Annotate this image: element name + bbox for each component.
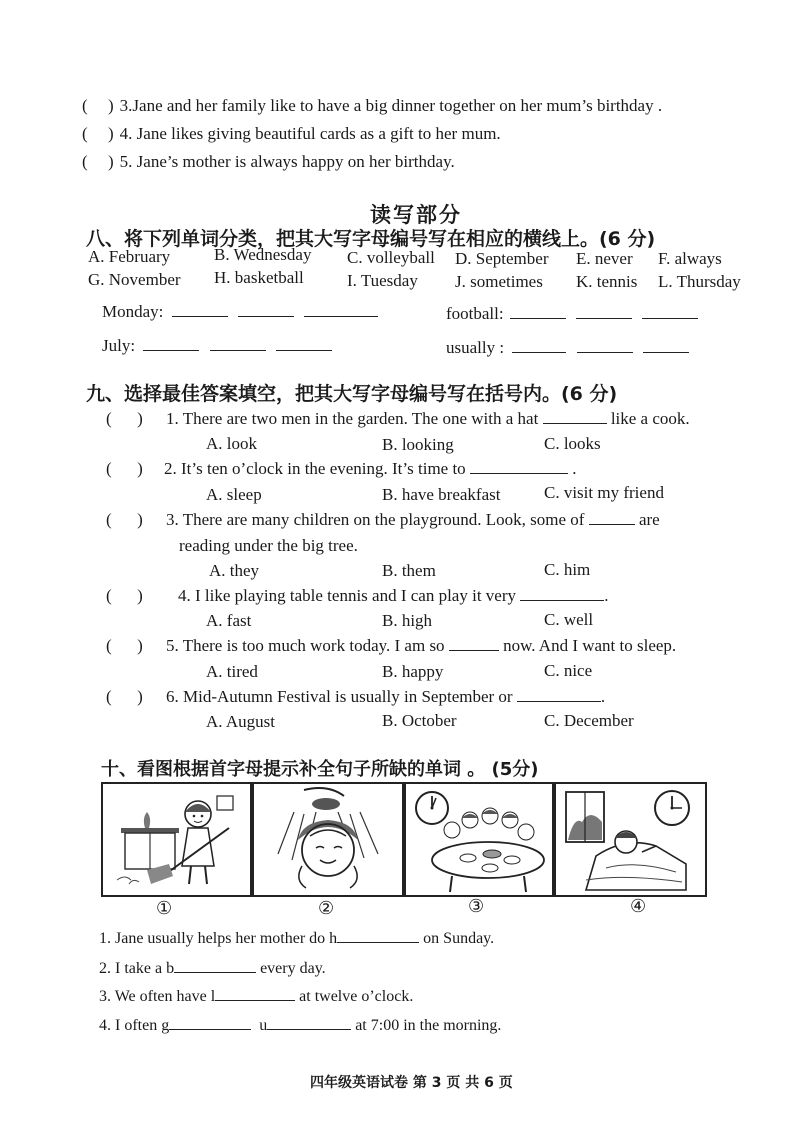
- monday-row: [102, 302, 378, 322]
- page-footer: 四年级英语试卷 第 3 页 共 6 页: [310, 1075, 513, 1091]
- q6-blank[interactable]: [517, 687, 601, 702]
- football-blank-1[interactable]: [510, 304, 566, 319]
- picture-shower: [252, 782, 404, 897]
- q2-blank[interactable]: [470, 459, 568, 474]
- usually-blank-2[interactable]: [577, 338, 633, 353]
- monday-label: Monday:: [102, 302, 164, 321]
- july-blank-3[interactable]: [276, 336, 332, 351]
- picture-number-3: ③: [468, 896, 485, 917]
- fill-blank-4b[interactable]: [267, 1015, 351, 1030]
- answer-paren[interactable]: ( ): [106, 636, 143, 655]
- tf-item-3: ( ) 3.Jane and her family like to have a big dinner together on her mum’s birthday .: [82, 96, 663, 115]
- july-blank-2[interactable]: [210, 336, 266, 351]
- word-j: J. sometimes: [455, 272, 543, 291]
- football-label: football:: [446, 304, 504, 323]
- picture-lunch: [404, 782, 554, 897]
- picture-housework: [101, 782, 252, 897]
- word-l: L. Thursday: [658, 272, 741, 291]
- mc-question-4: ( ) 4. I like playing table tennis and I can play it very .: [106, 586, 609, 605]
- picture-number-1: ①: [156, 898, 173, 919]
- word-f: F. always: [658, 249, 722, 268]
- usually-label: usually :: [446, 338, 505, 357]
- answer-paren[interactable]: ( ): [106, 687, 143, 706]
- word-k: K. tennis: [576, 272, 638, 291]
- july-label: July:: [102, 336, 136, 355]
- monday-blank-2[interactable]: [238, 302, 294, 317]
- football-blank-3[interactable]: [642, 304, 698, 319]
- fill-sentence-1: 1. Jane usually helps her mother do h on Sunday.: [99, 930, 495, 947]
- q6-option-c[interactable]: C. December: [544, 711, 634, 730]
- q2-option-b[interactable]: B. have breakfast: [382, 485, 501, 504]
- mc-question-3: ( ) 3. There are many children on the playground. Look, some of are: [106, 510, 660, 529]
- football-blank-2[interactable]: [576, 304, 632, 319]
- fill-sentence-3: 3. We often have l at twelve o’clock.: [99, 988, 414, 1005]
- q1-option-c[interactable]: C. looks: [544, 434, 601, 453]
- football-row: [446, 304, 698, 324]
- fill-sentence-2: 2. I take a b every day.: [99, 960, 326, 977]
- picture-number-2: ②: [318, 898, 335, 919]
- q3-option-a[interactable]: A. they: [209, 561, 260, 580]
- mc-question-3-line2: reading under the big tree.: [179, 536, 358, 555]
- q1-blank[interactable]: [543, 409, 607, 424]
- picture-get-up: [554, 782, 707, 897]
- q3-blank[interactable]: [589, 510, 635, 525]
- word-g: G. November: [88, 270, 181, 289]
- fill-sentence-4: 4. I often g u at 7:00 in the morning.: [99, 1017, 502, 1034]
- answer-paren[interactable]: ( ): [106, 409, 143, 428]
- fill-blank-4a[interactable]: [169, 1015, 251, 1030]
- q5-option-a[interactable]: A. tired: [206, 662, 258, 681]
- q4-option-c[interactable]: C. well: [544, 610, 594, 629]
- mc-question-5: ( ) 5. There is too much work today. I am so now. And I want to sleep.: [106, 636, 677, 655]
- word-b: B. Wednesday: [214, 245, 312, 264]
- q3-option-b[interactable]: B. them: [382, 561, 436, 580]
- answer-paren[interactable]: ( ): [106, 510, 143, 529]
- q2-option-c[interactable]: C. visit my friend: [544, 483, 664, 502]
- tf-item-5: ( ) 5. Jane’s mother is always happy on her birthday.: [82, 152, 455, 171]
- word-h: H. basketball: [214, 268, 304, 287]
- q2-option-a[interactable]: A. sleep: [206, 485, 262, 504]
- fill-blank-2[interactable]: [174, 958, 256, 973]
- word-d: D. September: [455, 249, 549, 268]
- q4-option-a[interactable]: A. fast: [206, 611, 252, 630]
- section8-title: 八、将下列单词分类，把其大写字母编号写在相应的横线上。(6 分): [86, 228, 656, 250]
- answer-paren[interactable]: ( ): [106, 459, 143, 478]
- word-a: A. February: [88, 247, 171, 266]
- q5-option-b[interactable]: B. happy: [382, 662, 444, 681]
- monday-blank-3[interactable]: [304, 302, 378, 317]
- word-i: I. Tuesday: [347, 271, 418, 290]
- q5-option-c[interactable]: C. nice: [544, 661, 593, 680]
- part-title: 读写部分: [370, 203, 462, 227]
- fill-blank-1[interactable]: [337, 928, 419, 943]
- monday-blank-1[interactable]: [172, 302, 228, 317]
- july-row: [102, 336, 332, 356]
- mc-question-6: ( ) 6. Mid-Autumn Festival is usually in September or .: [106, 687, 606, 706]
- q3-option-c[interactable]: C. him: [544, 560, 591, 579]
- q1-option-b[interactable]: B. looking: [382, 435, 454, 454]
- mc-question-1: ( ) 1. There are two men in the garden. The one with a hat like a cook.: [106, 409, 690, 428]
- q4-blank[interactable]: [520, 586, 604, 601]
- q6-option-b[interactable]: B. October: [382, 711, 457, 730]
- answer-paren[interactable]: ( ): [106, 586, 143, 605]
- word-e: E. never: [576, 249, 633, 268]
- usually-row: [446, 338, 689, 358]
- q6-option-a[interactable]: A. August: [206, 712, 275, 731]
- july-blank-1[interactable]: [143, 336, 199, 351]
- tf-item-4: ( ) 4. Jane likes giving beautiful cards as a gift to her mum.: [82, 124, 501, 143]
- q1-option-a[interactable]: A. look: [206, 434, 257, 453]
- section10-title: 十、看图根据首字母提示补全句子所缺的单词 。 (5分): [101, 759, 539, 780]
- q4-option-b[interactable]: B. high: [382, 611, 433, 630]
- q5-blank[interactable]: [449, 636, 499, 651]
- usually-blank-3[interactable]: [643, 338, 689, 353]
- word-c: C. volleyball: [347, 248, 435, 267]
- picture-number-4: ④: [630, 896, 647, 917]
- mc-question-2: ( ) 2. It’s ten o’clock in the evening. It’s time to .: [106, 459, 577, 478]
- section9-title: 九、选择最佳答案填空，把其大写字母编号写在括号内。(6 分): [86, 383, 618, 405]
- fill-blank-3[interactable]: [215, 986, 295, 1001]
- usually-blank-1[interactable]: [512, 338, 566, 353]
